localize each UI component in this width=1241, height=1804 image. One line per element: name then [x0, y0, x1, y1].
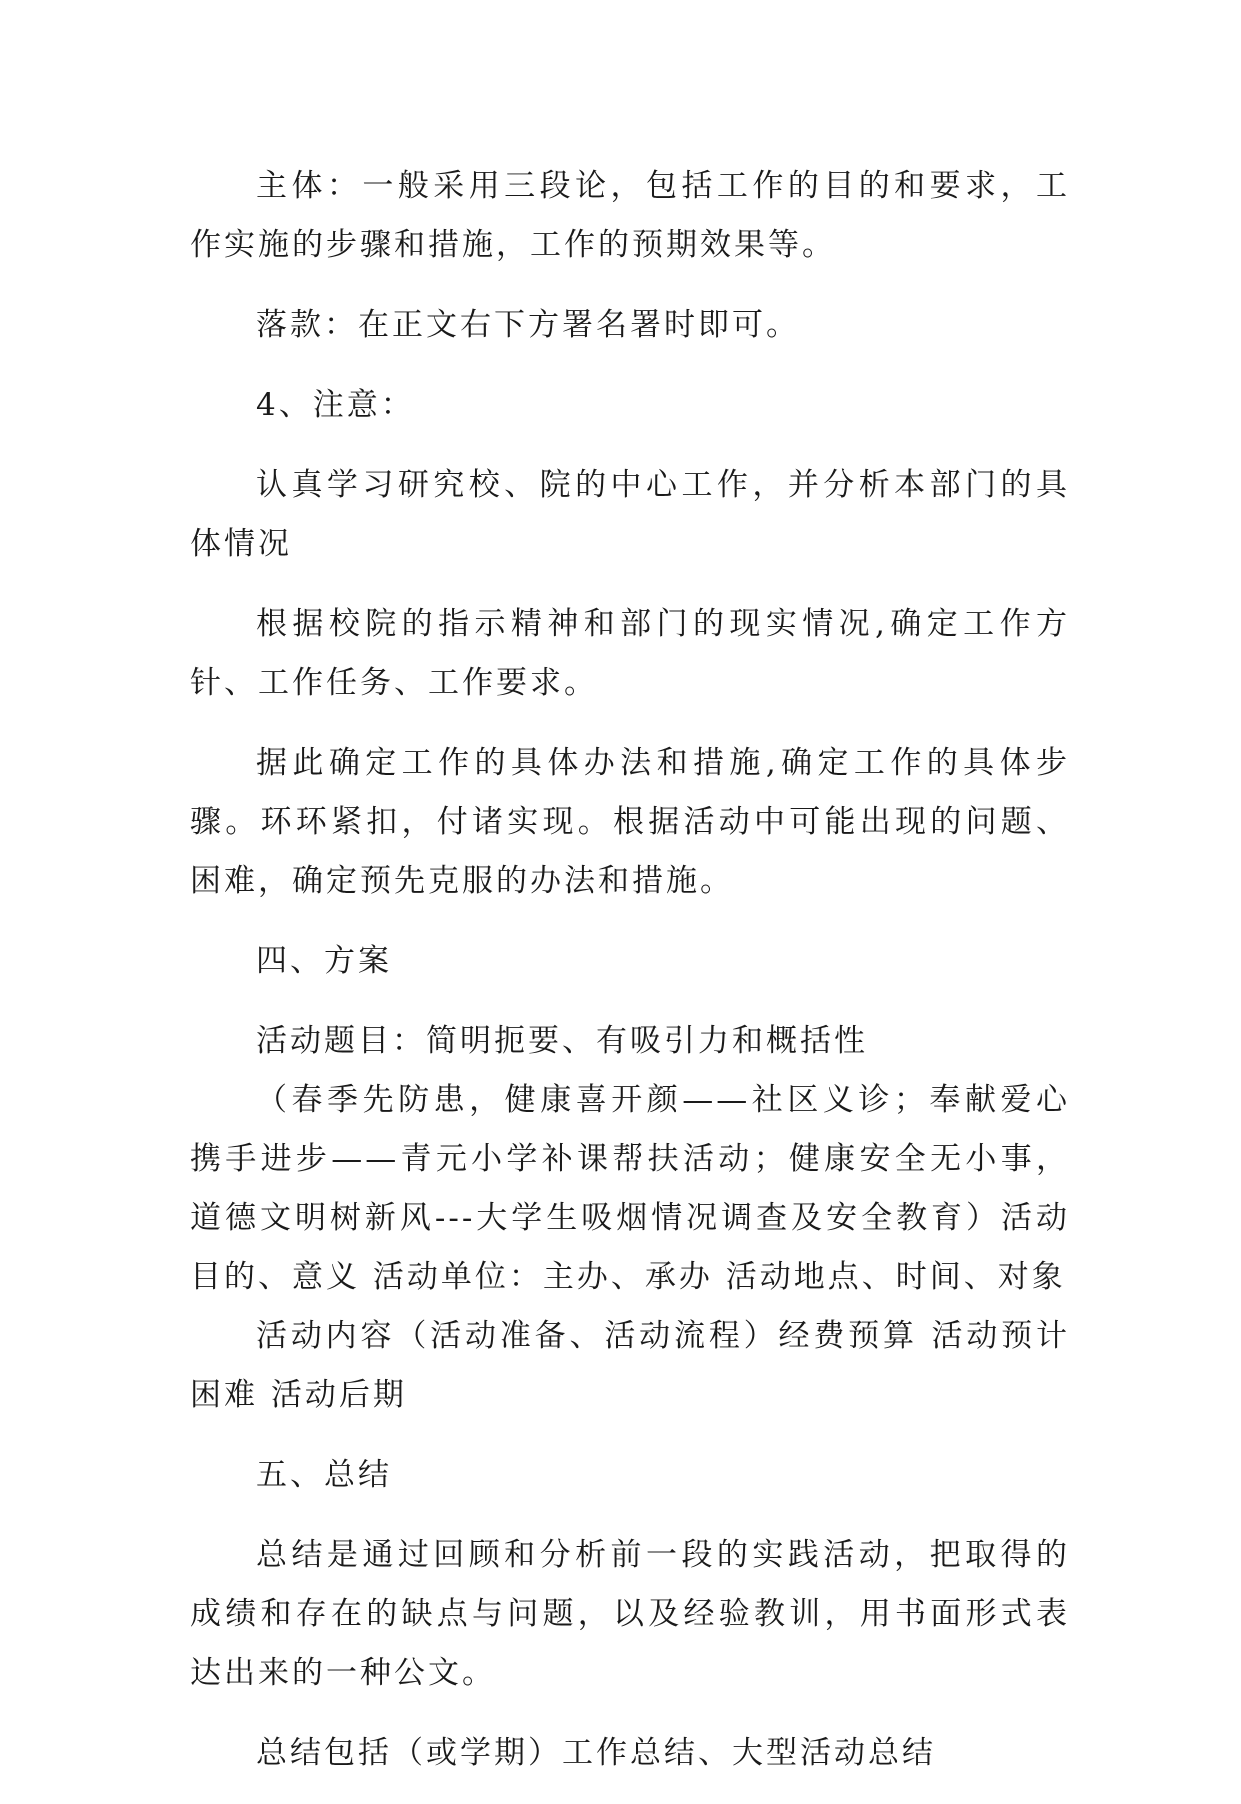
paragraph-guidelines: 根据校院的指示精神和部门的现实情况,确定工作方针、工作任务、工作要求。	[190, 606, 1070, 701]
paragraph-study-work: 认真学习研究校、院的中心工作，并分析本部门的具体情况	[190, 467, 1070, 562]
heading-notes: 4、注意：	[256, 387, 415, 423]
paragraph-summary-types: 总结包括（或学期）工作总结、大型活动总结	[256, 1735, 936, 1771]
paragraph-activity-content: 活动内容（活动准备、活动流程）经费预算 活动预计困难 活动后期	[190, 1318, 1070, 1413]
paragraph-activity-examples: （春季先防患，健康喜开颜——社区义诊；奉献爱心携手进步——青元小学补课帮扶活动；健康安全无小事，道德文明树新风---大学生吸烟情况调查及安全教育）活动目的、意义 活动单位：主办、承办 活动地点、时间、对象	[190, 1082, 1070, 1295]
paragraph-signature: 落款：在正文右下方署名署时即可。	[256, 307, 800, 343]
heading-summary: 五、总结	[256, 1457, 392, 1493]
paragraph-activity-title: 活动题目：简明扼要、有吸引力和概括性	[256, 1023, 868, 1059]
paragraph-body-section: 主体：一般采用三段论，包括工作的目的和要求，工作实施的步骤和措施，工作的预期效果等。	[190, 168, 1070, 263]
document-page	[190, 157, 1070, 1804]
heading-plan: 四、方案	[256, 943, 392, 979]
paragraph-methods: 据此确定工作的具体办法和措施,确定工作的具体步骤。环环紧扣，付诸实现。根据活动中可能出现的问题、困难，确定预先克服的办法和措施。	[190, 745, 1070, 899]
paragraph-summary-definition: 总结是通过回顾和分析前一段的实践活动，把取得的成绩和存在的缺点与问题，以及经验教训，用书面形式表达出来的一种公文。	[190, 1537, 1070, 1691]
